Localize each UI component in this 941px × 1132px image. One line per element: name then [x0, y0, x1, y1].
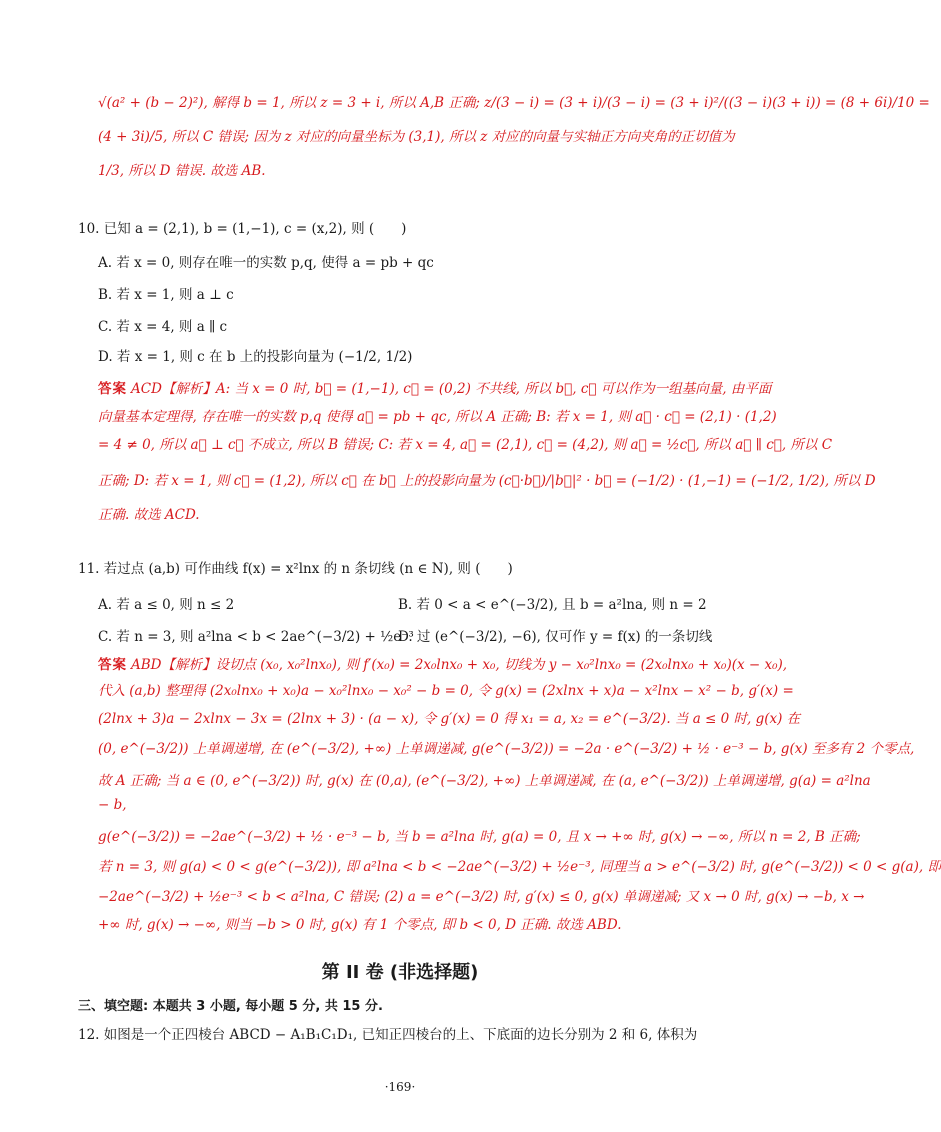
q11-answer-text-1: ABD【解析】设切点 (x₀, x₀²lnx₀), 则 f′(x₀) = 2x₀lnx₀ + x₀, 切线为 y − x₀²lnx₀ = (2x₀lnx₀ + x₀)(x − x₀),	[131, 657, 788, 673]
fill-in-heading: 三、填空题: 本题共 3 小题, 每小题 5 分, 共 15 分.	[78, 999, 383, 1014]
q11-option-c: C. 若 n = 3, 则 a²lna < b < 2ae^(−3/2) + ½e⁻³	[98, 629, 414, 645]
q11-answer-line-3: (2lnx + 3)a − 2xlnx − 3x = (2lnx + 3) · (a − x), 令 g′(x) = 0 得 x₁ = a, x₂ = e^(−3/2). 当 a ≤ 0 时, g(x) 在	[98, 711, 801, 727]
q10-answer-text-1: ACD【解析】A: 当 x = 0 时, b⃗ = (1,−1), c⃗ = (0,2) 不共线, 所以 b⃗, c⃗ 可以作为一组基向量, 由平面	[131, 381, 772, 397]
q12-stem: 12. 如图是一个正四棱台 ABCD − A₁B₁C₁D₁, 已知正四棱台的上、下底面的边长分别为 2 和 6, 体积为	[78, 1027, 698, 1043]
q11-answer-line-10: +∞ 时, g(x) → −∞, 则当 −b > 0 时, g(x) 有 1 个零点, 即 b < 0, D 正确. 故选 ABD.	[98, 917, 622, 933]
q11-answer-line-8: 若 n = 3, 则 g(a) < 0 < g(e^(−3/2)), 即 a²lna < b < −2ae^(−3/2) + ½e⁻³, 同理当 a > e^(−3/2) 时, g(e^(−3/2)) < 0 < g(a), 即	[98, 859, 941, 875]
q11-option-d: D. 过 (e^(−3/2), −6), 仅可作 y = f(x) 的一条切线	[398, 629, 713, 645]
q10-option-c: C. 若 x = 4, 则 a ∥ c	[98, 319, 228, 335]
page-number: ·169·	[384, 1080, 416, 1094]
q11-option-b: B. 若 0 < a < e^(−3/2), 且 b = a²lna, 则 n = 2	[398, 597, 707, 613]
q10-answer-line-1	[98, 378, 772, 400]
q11-answer-line-5: 故 A 正确; 当 a ∈ (0, e^(−3/2)) 时, g(x) 在 (0,a), (e^(−3/2), +∞) 上单调递减, 在 (a, e^(−3/2)) 上单调递增, g(a) = a²lna	[98, 773, 871, 789]
q10-answer-tag: 答案	[98, 381, 127, 397]
q11-answer-line-6: − b,	[98, 797, 127, 813]
q10-option-a: A. 若 x = 0, 则存在唯一的实数 p,q, 使得 a = pb + qc	[98, 255, 434, 271]
section-title: 第 II 卷 (非选择题)	[321, 962, 479, 983]
q9-solution-line-1: √(a² + (b − 2)²), 解得 b = 1, 所以 z = 3 + i, 所以 A,B 正确; z/(3 − i) = (3 + i)/(3 − i) = (3 + i)²/((3 − i)(3 + i)) = (8 + 6i)/10 =	[98, 95, 930, 111]
q10-option-d: D. 若 x = 1, 则 c 在 b 上的投影向量为 (−1/2, 1/2)	[98, 349, 413, 365]
q9-solution-line-3: 1/3, 所以 D 错误. 故选 AB.	[98, 163, 266, 179]
q11-answer-tag: 答案	[98, 657, 127, 673]
q10-answer-line-5: 正确. 故选 ACD.	[98, 507, 200, 523]
q10-answer-line-3: = 4 ≠ 0, 所以 a⃗ ⊥ c⃗ 不成立, 所以 B 错误; C: 若 x = 4, a⃗ = (2,1), c⃗ = (4,2), 则 a⃗ = ½c⃗, 所以 a⃗ ∥ c⃗, 所以 C	[98, 437, 833, 453]
q11-answer-line-7: g(e^(−3/2)) = −2ae^(−3/2) + ½ · e⁻³ − b, 当 b = a²lna 时, g(a) = 0, 且 x → +∞ 时, g(x) → −∞, 所以 n = 2, B 正确;	[98, 829, 861, 845]
q10-answer-line-4: 正确; D: 若 x = 1, 则 c⃗ = (1,2), 所以 c⃗ 在 b⃗ 上的投影向量为 (c⃗·b⃗)/|b⃗|² · b⃗ = (−1/2) · (1,−1) = (−1/2, 1/2), 所以 D	[98, 473, 876, 489]
q10-stem: 10. 已知 a = (2,1), b = (1,−1), c = (x,2), 则 ( )	[78, 221, 407, 237]
q11-answer-line-4: (0, e^(−3/2)) 上单调递增, 在 (e^(−3/2), +∞) 上单调递减, g(e^(−3/2)) = −2a · e^(−3/2) + ½ · e⁻³ − b, g(x) 至多有 2 个零点,	[98, 741, 915, 757]
q11-answer-line-9: −2ae^(−3/2) + ½e⁻³ < b < a²lna, C 错误; (2) a = e^(−3/2) 时, g′(x) ≤ 0, g(x) 单调递减; 又 x → 0 时, g(x) → −b, x →	[98, 889, 865, 905]
q10-answer-line-2: 向量基本定理得, 存在唯一的实数 p,q 使得 a⃗ = pb + qc, 所以 A 正确; B: 若 x = 1, 则 a⃗ · c⃗ = (2,1) · (1,2)	[98, 409, 777, 425]
q11-option-a: A. 若 a ≤ 0, 则 n ≤ 2	[98, 597, 235, 613]
q11-stem: 11. 若过点 (a,b) 可作曲线 f(x) = x²lnx 的 n 条切线 (n ∈ N), 则 ( )	[78, 561, 513, 577]
q11-answer-line-1	[98, 654, 788, 676]
q11-answer-line-2: 代入 (a,b) 整理得 (2x₀lnx₀ + x₀)a − x₀²lnx₀ − x₀² − b = 0, 令 g(x) = (2xlnx + x)a − x²lnx − x² − b, g′(x) =	[98, 683, 794, 699]
q9-solution-line-2: (4 + 3i)/5, 所以 C 错误; 因为 z 对应的向量坐标为 (3,1), 所以 z 对应的向量与实轴正方向夹角的正切值为	[98, 129, 735, 145]
q10-option-b: B. 若 x = 1, 则 a ⊥ c	[98, 287, 234, 303]
